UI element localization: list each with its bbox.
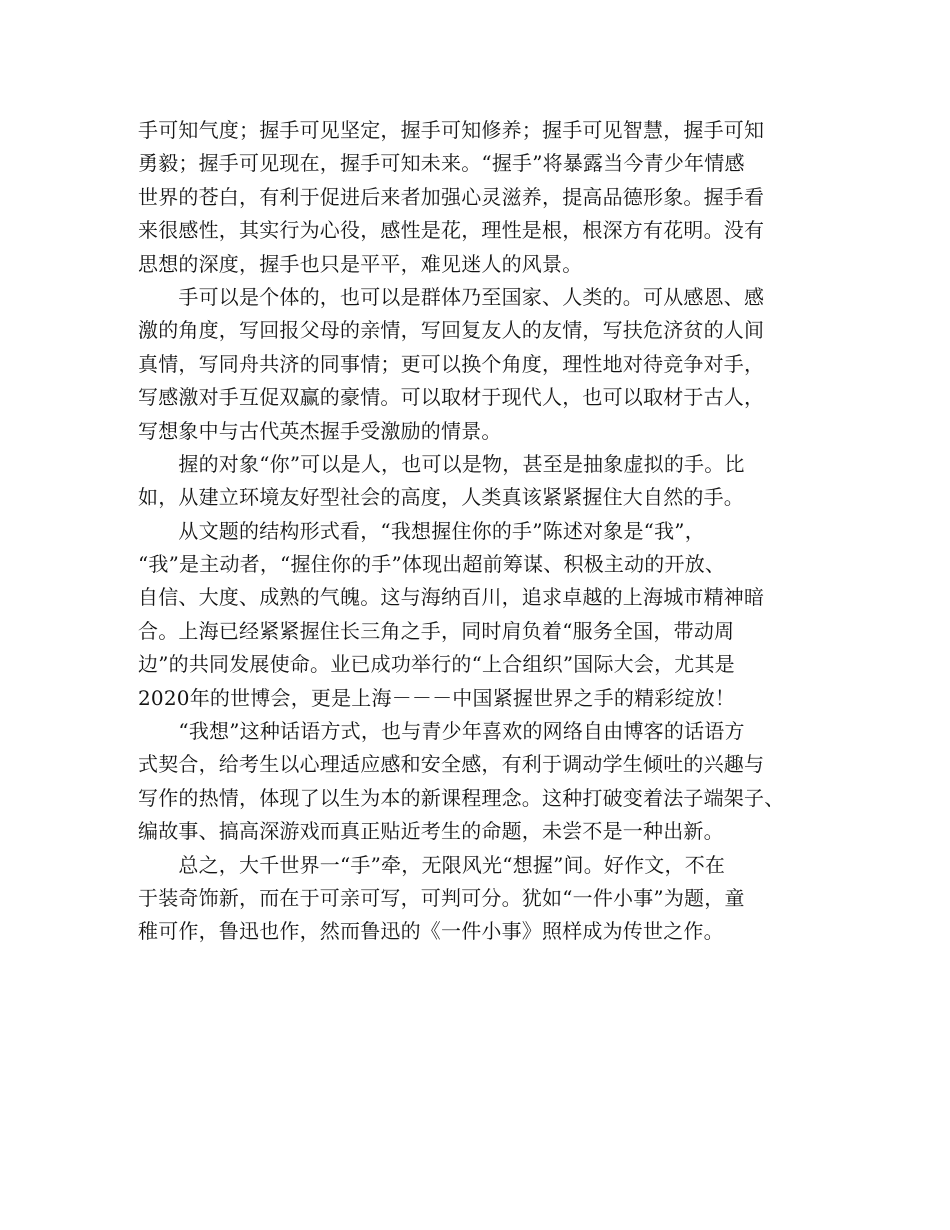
text-line: 写想象中与古代英杰握手受激励的情景。	[138, 418, 502, 443]
text-line: 世界的苍白，有利于促进后来者加强心灵滋养，提高品德形象。握手看	[138, 184, 765, 209]
text-line: “我想”这种话语方式，也与青少年喜欢的网络自由博客的话语方	[138, 719, 745, 744]
text-line: 手可以是个体的，也可以是群体乃至国家、人类的。可从感恩、感	[138, 284, 765, 309]
document-body	[138, 114, 818, 949]
text-line: 稚可作，鲁迅也作，然而鲁迅的《一件小事》照样成为传世之作。	[138, 919, 724, 944]
text-line: 真情，写同舟共济的同事情；更可以换个角度，理性地对待竞争对手，	[138, 351, 765, 376]
text-line: 手可知气度；握手可见坚定，握手可知修养；握手可见智慧，握手可知	[138, 118, 765, 142]
text-line: “我”是主动者，“握住你的手”体现出超前筹谋、积极主动的开放、	[138, 552, 726, 577]
text-line: 于装奇饰新，而在于可亲可写，可判可分。犹如“一件小事”为题，童	[138, 885, 745, 910]
text-line: 勇毅；握手可见现在，握手可知未来。“握手”将暴露当今青少年情感	[138, 151, 745, 176]
text-line: 边”的共同发展使命。业已成功举行的“上合组织”国际大会，尤其是	[138, 652, 735, 677]
text-line: 从文题的结构形式看，“我想握住你的手”陈述对象是“我”，	[138, 518, 705, 543]
text-line: 式契合，给考生以心理适应感和安全感，有利于调动学生倾吐的兴趣与	[138, 752, 765, 777]
text-line: 如，从建立环境友好型社会的高度，人类真该紧紧握住大自然的手。	[138, 485, 744, 510]
text-line: 思想的深度，握手也只是平平，难见迷人的风景。	[138, 251, 583, 276]
text-line: 写作的热情，体现了以生为本的新课程理念。这种打破变着法子端架子、	[138, 785, 785, 810]
text-line: 合。上海已经紧紧握住长三角之手，同时肩负着“服务全国，带动周	[138, 618, 735, 643]
text-line: 2020年的世博会，更是上海－－－中国紧握世界之手的精彩绽放！	[138, 685, 736, 710]
text-line: 编故事、搞高深游戏而真正贴近考生的命题，未尝不是一种出新。	[138, 819, 724, 844]
text-line: 来很感性，其实行为心役，感性是花，理性是根，根深方有花明。没有	[138, 218, 765, 243]
text-line: 写感激对手互促双赢的豪情。可以取材于现代人，也可以取材于古人，	[138, 385, 765, 410]
text-line: 激的角度，写回报父母的亲情，写回复友人的友情，写扶危济贫的人间	[138, 318, 765, 343]
text-line: 总之，大千世界一“手”牵，无限风光“想握”间。好作文，不在	[138, 852, 726, 877]
text-line: 握的对象“你”可以是人，也可以是物，甚至是抽象虚拟的手。比	[138, 451, 745, 476]
text-line: 自信、大度、成熟的气魄。这与海纳百川，追求卓越的上海城市精神暗	[138, 585, 765, 610]
